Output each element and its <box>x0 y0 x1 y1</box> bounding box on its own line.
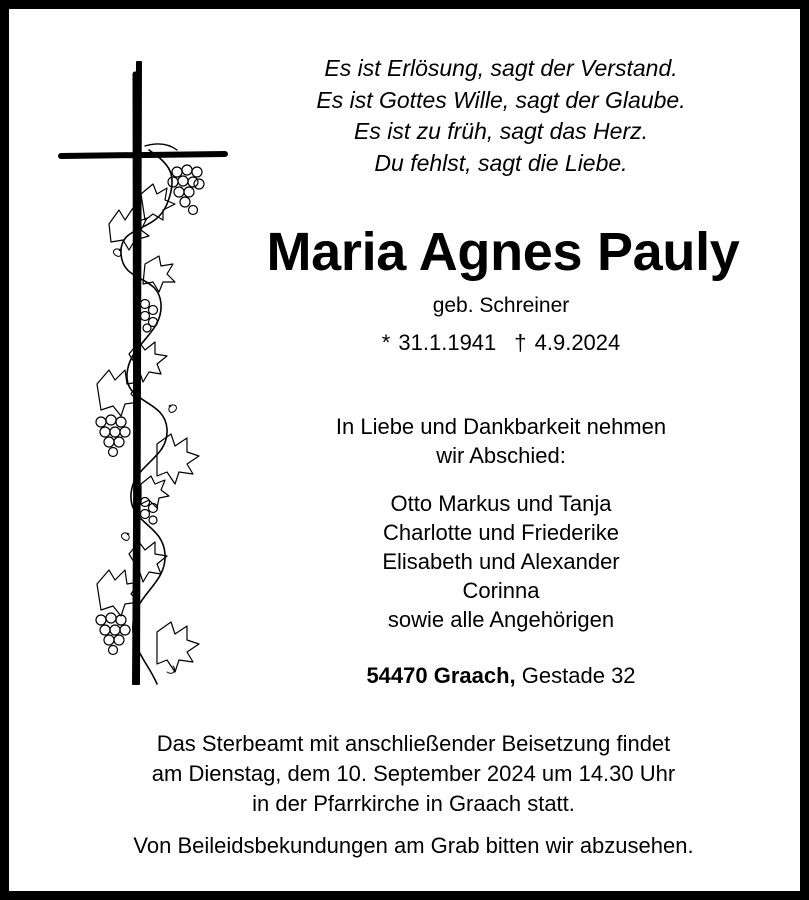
farewell-line: In Liebe und Dankbarkeit nehmen <box>335 414 667 439</box>
maiden-name: geb. Schreiner <box>432 294 570 317</box>
mourner: Otto Markus und Tanja <box>390 491 612 516</box>
cross-with-grapevine-icon <box>49 54 239 694</box>
address <box>249 662 753 690</box>
mourner: Charlotte und Friederike <box>382 520 619 545</box>
poem <box>249 53 753 179</box>
mourner: sowie alle Angehörigen <box>387 607 615 632</box>
postal-city: 54470 Graach, <box>366 663 516 688</box>
poem-line: Es ist Gottes Wille, sagt der Glaube. <box>316 86 686 113</box>
farewell-text <box>249 412 753 470</box>
poem-line: Es ist Erlösung, sagt der Verstand. <box>324 55 678 81</box>
service-info <box>29 729 798 819</box>
death-date: † 4.9.2024 <box>514 330 621 355</box>
service-line: am Dienstag, dem 10. September 2024 um 14.30 Uhr <box>151 761 676 786</box>
street: Gestade 32 <box>521 663 636 688</box>
deceased-name: Maria Agnes Pauly <box>266 222 740 282</box>
poem-line: Du fehlst, sagt die Liebe. <box>374 149 628 176</box>
farewell-line: wir Abschied: <box>436 443 566 468</box>
service-line: Das Sterbeamt mit anschließender Beisetzung findet <box>156 731 671 756</box>
mourner: Corinna <box>462 578 540 603</box>
life-dates <box>249 329 753 357</box>
poem-line: Es ist zu früh, sagt das Herz. <box>353 118 648 144</box>
condolence-note: Von Beileidsbekundungen am Grab bitten wir abzusehen. <box>133 833 694 858</box>
birth-date: * 31.1.1941 <box>381 330 497 355</box>
mourner: Elisabeth und Alexander <box>382 549 620 574</box>
service-line: in der Pfarrkirche in Graach statt. <box>252 791 575 816</box>
mourners-list <box>249 489 753 634</box>
